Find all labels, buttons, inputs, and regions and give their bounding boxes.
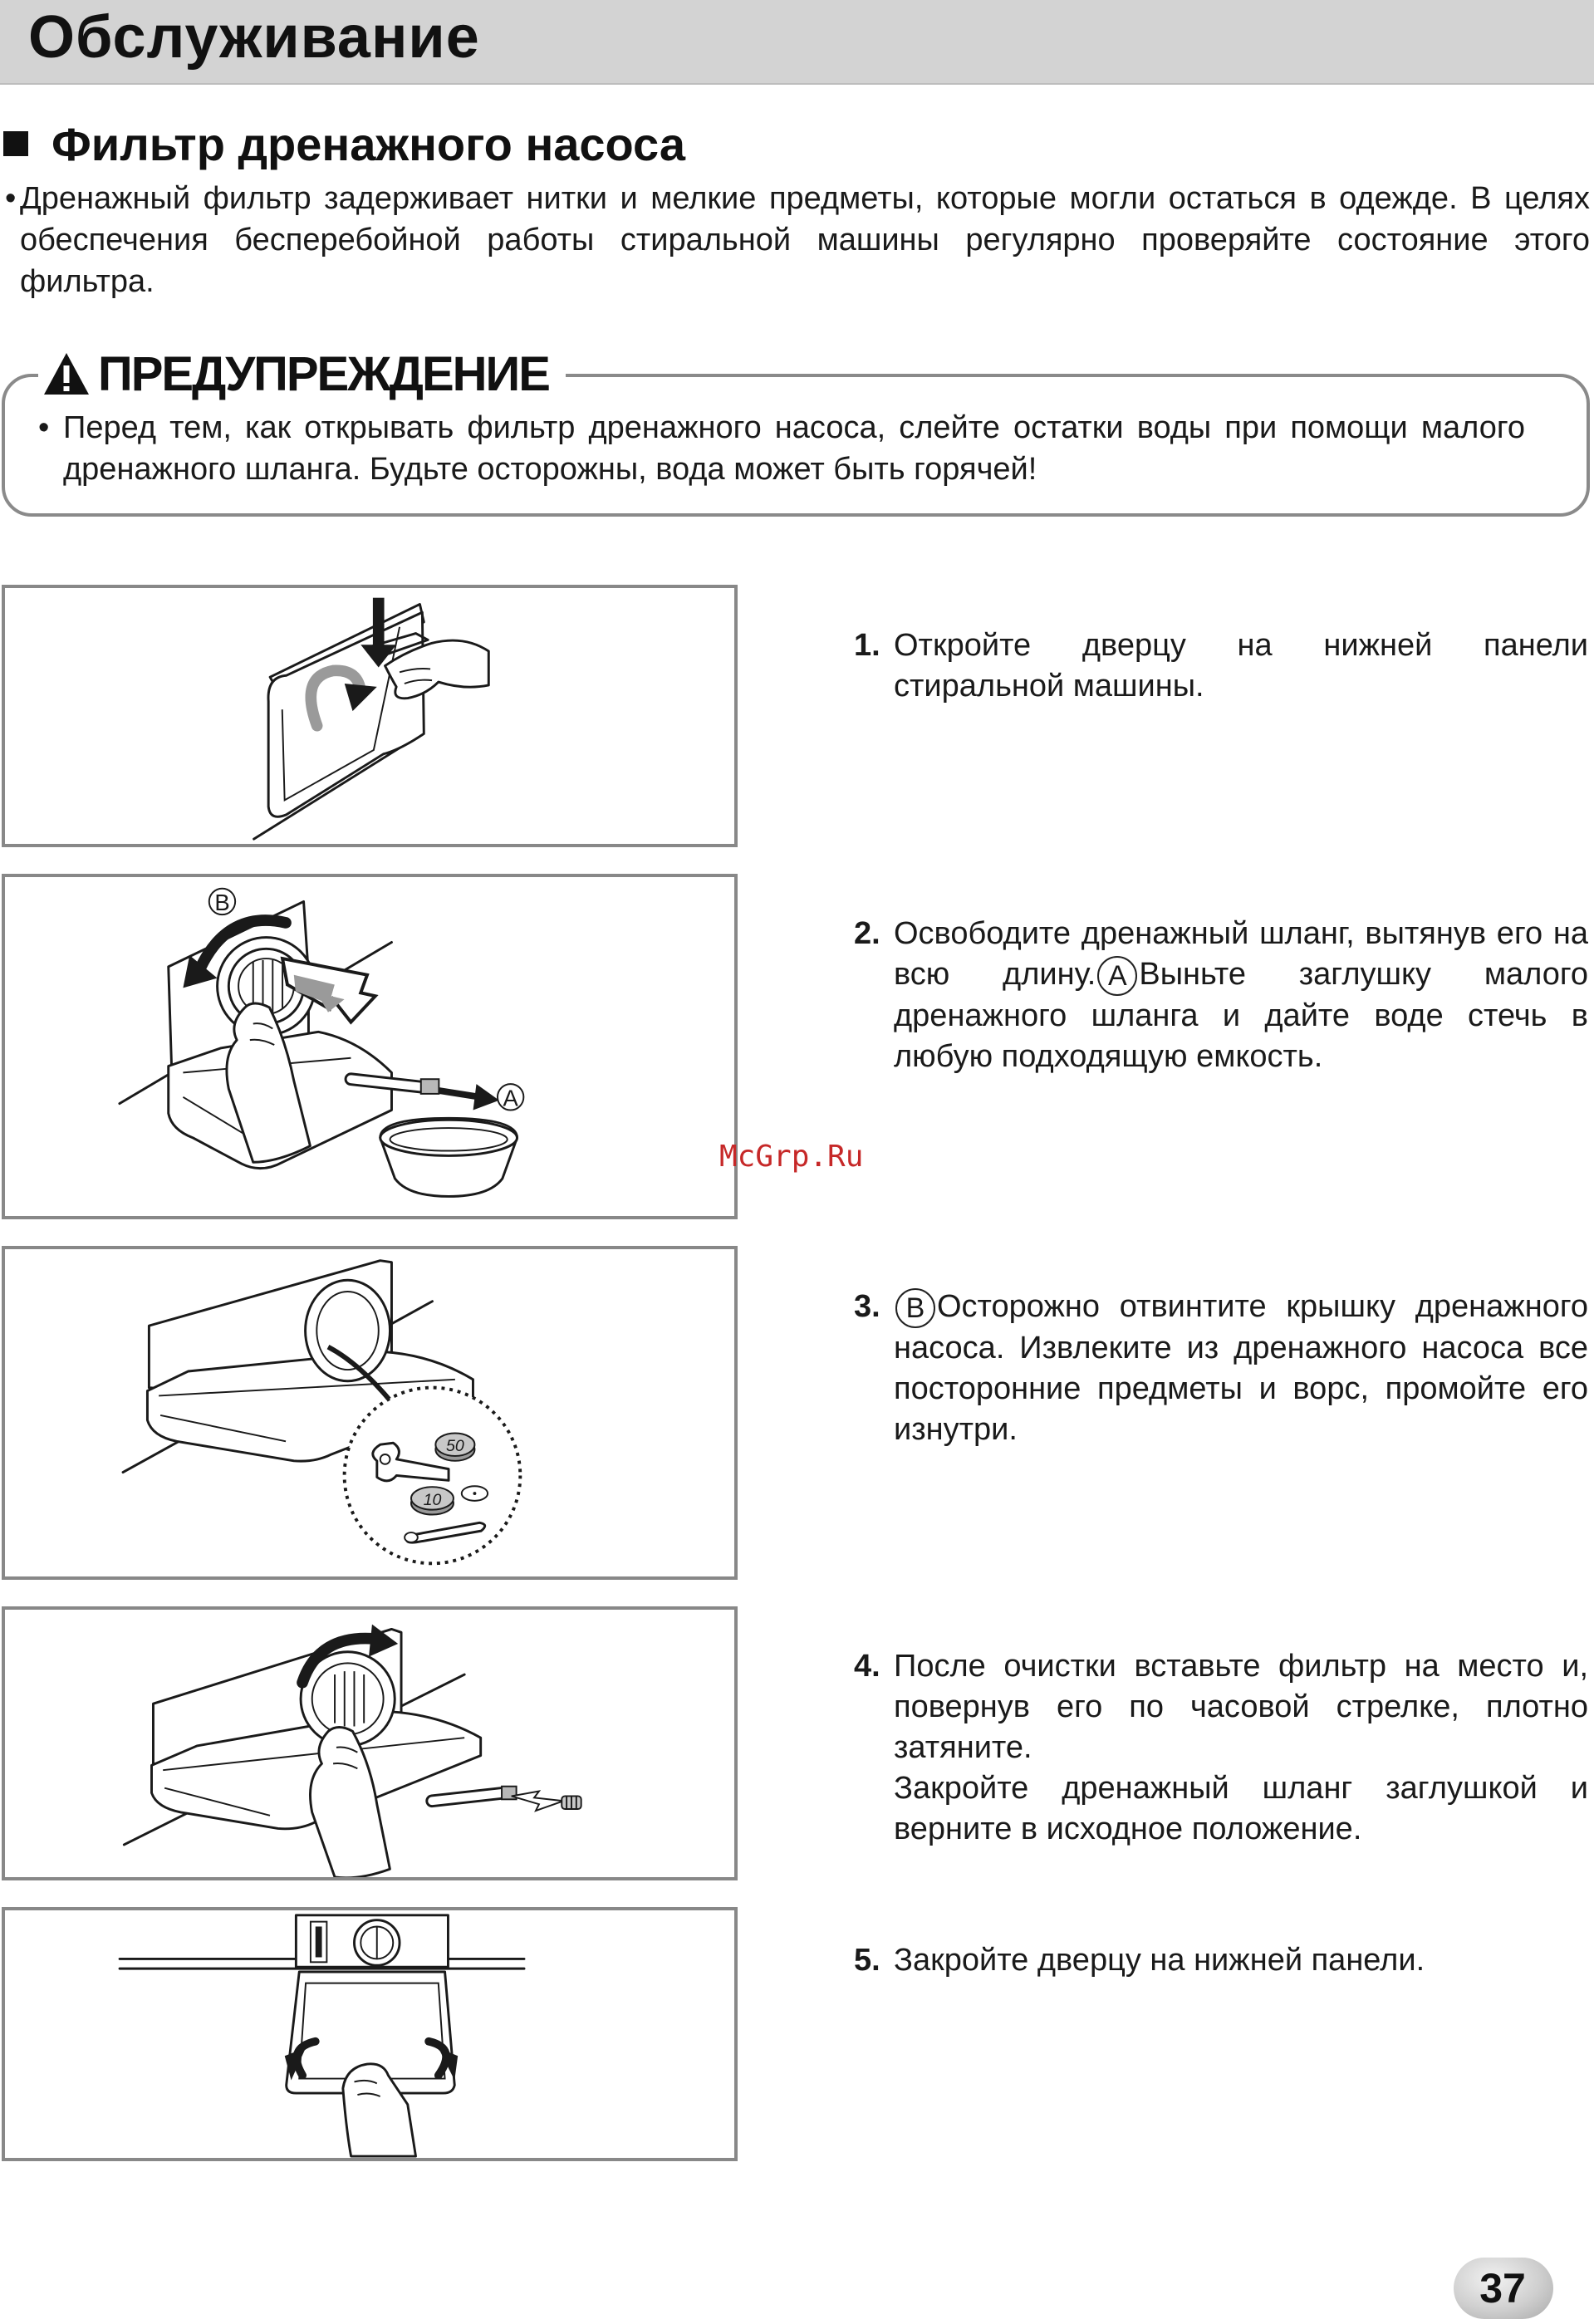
- coin-50-label: 50: [446, 1437, 464, 1456]
- step-4-illustration: [2, 1606, 738, 1880]
- step-4-number: 4.: [854, 1649, 880, 1684]
- watermark: McGrp.Ru: [719, 1140, 864, 1174]
- step-3-text-after: Осторожно отвинтите крышку дренажного насоса. Извлеките из дренажного насоса все посторонние предметы и ворс, промойте его изнутри.: [894, 1289, 1588, 1447]
- page-number: 37: [1479, 2265, 1526, 2312]
- step-1-illustration: [2, 585, 738, 847]
- warning-triangle-icon: [42, 351, 91, 397]
- clean-filter-illustration: [5, 1249, 734, 1576]
- step-2-text-before: Освободите дренажный шланг, вытянув его на всю длину.: [894, 916, 1588, 992]
- step-2-illustration: [2, 874, 738, 1219]
- step-2-text-after: Выньте заглушку малого дренажного шланга и дайте воде стечь в любую подходящую емкость.: [894, 957, 1588, 1074]
- step-3: [854, 1287, 1588, 1450]
- step-1: [854, 625, 1588, 707]
- warning-paragraph: [38, 407, 1525, 490]
- marker-a-circle: A: [1097, 956, 1137, 996]
- page-title: Обслуживание: [28, 4, 480, 71]
- warning-bullet: •: [38, 410, 50, 445]
- step-2-number: 2.: [854, 916, 880, 951]
- square-bullet-icon: [3, 131, 28, 156]
- marker-b-circle: B: [895, 1288, 935, 1328]
- step-3-illustration: [2, 1246, 738, 1580]
- intro-paragraph: [5, 178, 1590, 302]
- step-1-number: 1.: [854, 628, 880, 663]
- page-number-badge: [1454, 2258, 1553, 2319]
- step-4-text-2: Закройте дренажный шланг заглушкой и верните в исходное положение.: [894, 1771, 1588, 1846]
- marker-b-label: B: [214, 890, 230, 916]
- step-5-text: Закройте дверцу на нижней панели.: [894, 1943, 1425, 1978]
- intro-text: Дренажный фильтр задерживает нитки и мелкие предметы, которые могли остаться в одежде. В целях обеспечения бесперебойной работы стиральной машины регулярно проверяйте состояние этого фильтра.: [20, 181, 1590, 299]
- header-bar: [0, 0, 1594, 85]
- step-5-number: 5.: [854, 1943, 880, 1978]
- intro-bullet: •: [5, 181, 17, 216]
- warning-title: ПРЕДУПРЕЖДЕНИЕ: [98, 346, 549, 401]
- step-3-text: [894, 1287, 1588, 1450]
- warning-heading: [38, 342, 566, 405]
- step-1-text: Откройте дверцу на нижней панели стиральной машины.: [894, 628, 1588, 704]
- step-5: [854, 1940, 1588, 1981]
- step-2: [854, 914, 1588, 1077]
- reinsert-filter-illustration: [5, 1610, 734, 1877]
- step-3-number: 3.: [854, 1289, 880, 1324]
- coin-10-label: 10: [423, 1490, 442, 1509]
- step-4-text: После очистки вставьте фильтр на место и, повернув его по часовой стрелке, плотно затяните.: [894, 1649, 1588, 1765]
- marker-a-label: A: [503, 1085, 518, 1111]
- section-title: Фильтр дренажного насоса: [51, 117, 685, 170]
- warning-text: Перед тем, как открывать фильтр дренажного насоса, слейте остатки воды при помощи малого дренажного шланга. Будьте осторожны, вода может быть горячей!: [63, 410, 1525, 487]
- step-5-illustration: [2, 1907, 738, 2161]
- step-4: [854, 1646, 1588, 1850]
- step-2-text: [894, 914, 1588, 1077]
- drain-hose-illustration: [5, 877, 734, 1216]
- open-door-illustration: [5, 588, 734, 844]
- close-door-illustration: [5, 1910, 734, 2158]
- section-heading: [3, 113, 685, 174]
